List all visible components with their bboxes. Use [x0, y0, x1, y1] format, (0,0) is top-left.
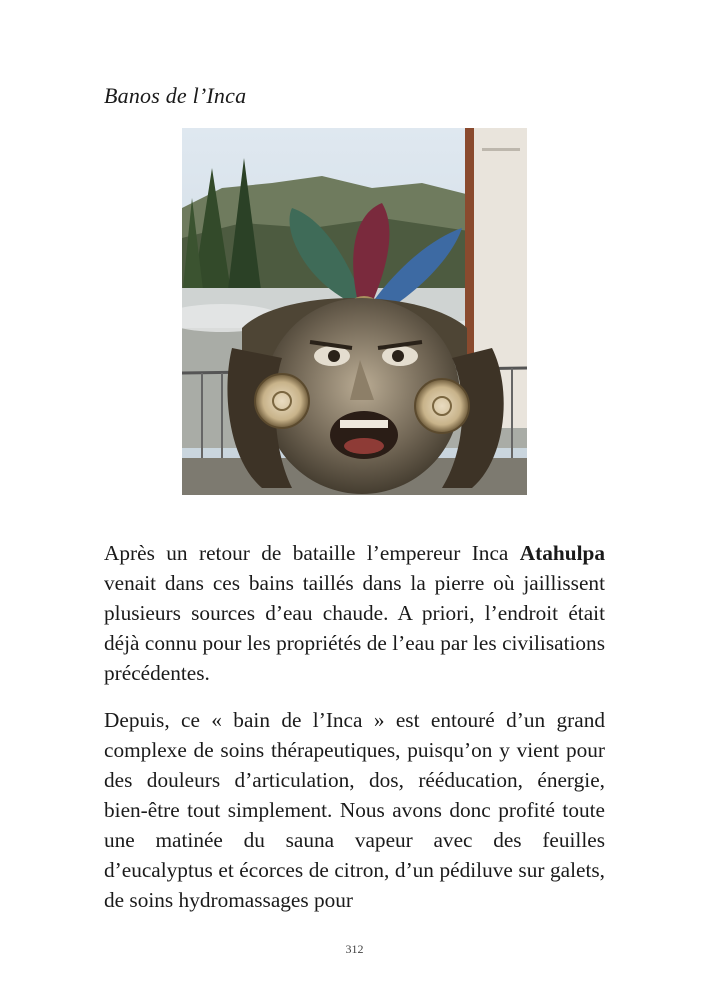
paragraph-2: Depuis, ce « bain de l’Inca » est entouré d’un grand complexe de soins thérapeutiques, puisqu’on y vient pour des douleurs d’articulation, dos, rééducation, énergie, bien-être tout simplement. Nous avons donc profité toute une matinée du sauna vapeur avec des feuilles d’eucalyptus et écorces de citron, d’un pédiluve sur galets, de soins hydromassages pour — [104, 708, 605, 912]
paragraph-1-end: venait dans ces bains taillés dans la pierre où jaillissent plusieurs sources d’eau chaude. A priori, l’endroit était déjà connu pour les propriétés de l’eau par les civilisations précédentes. — [104, 571, 605, 685]
emperor-name: Atahulpa — [519, 541, 605, 565]
page-number: 312 — [345, 942, 364, 956]
inca-mask-photo — [182, 128, 527, 495]
paragraph-1 — [104, 538, 605, 688]
section-title: Banos de l’Inca — [104, 83, 247, 108]
paragraph-1-start: Après un retour de bataille l’empereur Inca — [104, 541, 520, 565]
